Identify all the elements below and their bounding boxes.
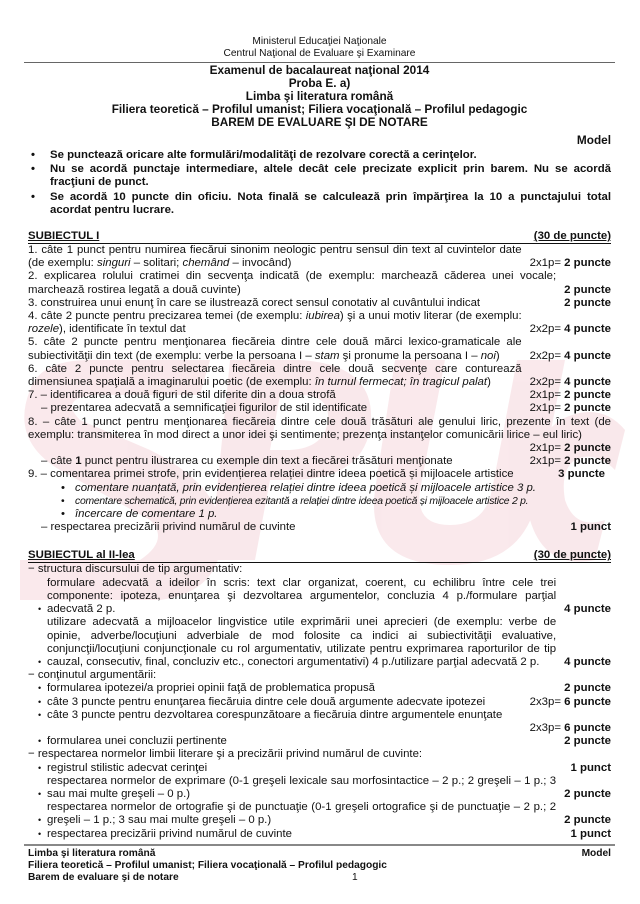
center-name: Centrul Naţional de Evaluare şi Examinare bbox=[223, 48, 416, 59]
item-text: • câte 3 puncte pentru enunţarea fiecăruia dintre cele două argumente adecvate ipotezei bbox=[47, 695, 486, 708]
item-score bbox=[522, 257, 611, 270]
score-calc: 2x2p= bbox=[529, 349, 561, 362]
score-value: 2 puncte bbox=[564, 296, 611, 309]
score-value: 2 puncte bbox=[564, 814, 611, 827]
model-label: Model bbox=[576, 133, 611, 147]
criterion-item bbox=[47, 682, 611, 695]
section-header-subiectul-1 bbox=[28, 230, 611, 244]
score-value: 6 puncte bbox=[564, 721, 611, 734]
section-title: SUBIECTUL al II-lea bbox=[28, 549, 135, 562]
item-text: – câte bbox=[41, 455, 76, 468]
item-text: 8. – câte 1 punct pentru menţionarea fiecăreia dintre cele două trăsături ale genului liric, prezente în text (de exemplu: transmiterea în mod direct a unor idei şi sentimente; prezenţa instanţelor comunicării lirice – eul liric) bbox=[28, 415, 611, 441]
score-value: 2 puncte bbox=[564, 735, 611, 748]
ministry-name: Ministerul Educaţiei Naţionale bbox=[252, 36, 387, 47]
criterion-item bbox=[47, 762, 611, 775]
score-value: 2 puncte bbox=[564, 283, 611, 296]
item-text: • câte 3 puncte pentru dezvoltarea corespunzătoare a fiecăruia dintre argumentele enunţate bbox=[47, 708, 503, 721]
item-8 bbox=[28, 416, 611, 469]
score-calc: 2x1p= bbox=[529, 389, 561, 402]
section-header-subiectul-2 bbox=[28, 549, 611, 563]
section-points: (30 de puncte) bbox=[533, 230, 611, 243]
norms-block bbox=[28, 748, 611, 840]
criterion-item bbox=[47, 577, 611, 617]
item-text: 5. câte 2 puncte pentru menţionarea fiecăreia dintre cele două mărci lexico-gramaticale ale subiectivităţii din text (de exemplu: verbe la persoana I – bbox=[28, 336, 522, 362]
score-value: 2 puncte bbox=[564, 455, 611, 468]
score-calc: 2x1p= bbox=[529, 442, 561, 455]
scoring-level: • comentare nuanțată, prin evidențierea relației dintre ideea poetică și mijloacele artistice 3 p. bbox=[75, 482, 611, 495]
score-value: 4 puncte bbox=[564, 603, 611, 616]
item-text-bold: 1 bbox=[75, 455, 82, 468]
example-word: singuri bbox=[97, 257, 131, 270]
barem-title: BAREM DE EVALUARE ŞI DE NOTARE bbox=[211, 115, 428, 129]
score-value: 2 puncte bbox=[564, 402, 611, 415]
structure-block bbox=[28, 563, 611, 669]
score-calc: 2x2p= bbox=[529, 323, 561, 336]
item-6 bbox=[28, 363, 611, 389]
criterion-item bbox=[47, 801, 611, 827]
score-value: 1 punct bbox=[570, 761, 611, 774]
criterion-heading: − respectarea normelor limbii literare şi a precizării privind numărul de cuvinte: bbox=[28, 748, 423, 761]
score-value: 2 puncte bbox=[564, 389, 611, 402]
criterion-item bbox=[47, 696, 611, 709]
item-text: 3. construirea unui enunţ în care se ilustrează corect sensul conotativ al cuvântului indicat bbox=[28, 296, 481, 309]
score-value: 1 punct bbox=[570, 827, 611, 840]
item-text: • formulare adecvată a ideilor în scris: text clar organizat, coerent, cu echilibru între cele trei componente: ipoteza, enunţarea şi dezvoltarea argumentelor, concluzia 4 p./formulare parţial adecvată 2 p. bbox=[47, 576, 557, 616]
item-9 bbox=[28, 468, 611, 534]
item-text: ), identificate în textul dat bbox=[59, 323, 186, 336]
item-text: 4. câte 2 puncte pentru precizarea temei (de exemplu: bbox=[28, 310, 306, 323]
item-1 bbox=[28, 244, 611, 270]
general-rule: • Nu se acordă punctaje intermediare, altele decât cele precizate explicit prin barem. Nu se acordă fracţiuni de punct. bbox=[28, 163, 611, 189]
proba-title: Proba E. a) bbox=[288, 76, 351, 90]
scoring-level: • încercare de comentare 1 p. bbox=[75, 508, 611, 521]
item-text: • respectarea precizării privind numărul de cuvinte bbox=[47, 827, 293, 840]
criterion-item bbox=[47, 616, 611, 669]
score-calc: 2x1p= bbox=[529, 402, 561, 415]
item-4 bbox=[28, 310, 611, 336]
scoring-level: • comentare schematică, prin evidențierea ezitantă a relației dintre ideea poetică și mijloacele artistice 2 p. bbox=[75, 495, 611, 508]
item-text: punct pentru ilustrarea cu exemple din text a fiecărei trăsături menţionate bbox=[81, 455, 453, 468]
example-word: iubirea bbox=[305, 310, 340, 323]
page-footer bbox=[28, 848, 611, 884]
item-3 bbox=[28, 297, 611, 310]
score-calc: 2x3p= bbox=[529, 695, 561, 708]
section-title: SUBIECTUL I bbox=[28, 230, 100, 243]
criterion-item bbox=[47, 709, 611, 735]
subject-title: Limba şi literatura română bbox=[245, 89, 394, 103]
example-word: în turnul fermecat; în tragicul palat bbox=[314, 376, 488, 389]
score-value: 4 puncte bbox=[564, 349, 611, 362]
score-value: 4 puncte bbox=[564, 655, 611, 668]
item-text: • respectarea normelor de exprimare (0-1 greşeli lexicale sau morfosintactice – 2 p.; 2 greşeli – 1 p.; 3 sau mai multe greşeli – 0 p.) bbox=[47, 774, 557, 800]
score-value: 2 puncte bbox=[564, 442, 611, 455]
item-2 bbox=[28, 270, 611, 296]
footer-divider bbox=[24, 844, 615, 846]
score-value: 6 puncte bbox=[564, 695, 611, 708]
item-text: – prezentarea adecvată a semnificaţiei figurilor de stil identificate bbox=[41, 402, 368, 415]
general-rule: • Se acordă 10 puncte din oficiu. Nota finală se calculează prin împărţirea la 10 a punctajului total acordat pentru lucrare. bbox=[28, 191, 611, 217]
item-text: • utilizare adecvată a mijloacelor lingvistice utile exprimării unei aprecieri (de exemplu: verbe de opinie, adverbe/locuţiuni adverbiale de mod folosite ca indici ai subiectivităţii evaluative, conjuncţii/locuţiuni conjuncţionale cu rol argumentativ, utilizate pentru exprimarea raporturilor de tip cauzal, consecutiv, final, concluziv etc., conectori argumentativi) 4 p./utilizare parţial adecvată 2 p. bbox=[47, 616, 557, 668]
section-points: (30 de puncte) bbox=[533, 549, 611, 562]
item-text: – invocând) bbox=[229, 257, 292, 270]
item-7 bbox=[28, 389, 611, 415]
criterion-heading: − conţinutul argumentării: bbox=[28, 669, 157, 682]
footer-subject: Limba şi literatura română bbox=[28, 847, 156, 859]
item-text: • registrul stilistic adecvat cerinţei bbox=[47, 761, 208, 774]
item-5 bbox=[28, 336, 611, 362]
general-rule: • Se punctează oricare alte formulări/modalităţi de rezolvare corectă a cerinţelor. bbox=[28, 149, 611, 162]
item-text: 1. câte 1 punct pentru numirea fiecărui sinonim neologic pentru sensul din text al cuvintelor date (de exemplu: bbox=[28, 244, 522, 270]
page-number: 1 bbox=[352, 871, 358, 883]
item-text: şi pronume la persoana I – bbox=[339, 349, 481, 362]
footer-filiera: Filiera teoretică – Profilul umanist; Filiera vocaţională – Profilul pedagogic bbox=[28, 859, 387, 871]
criterion-item bbox=[47, 735, 611, 748]
criterion-item bbox=[47, 775, 611, 801]
item-text: • formularea unei concluzii pertinente bbox=[47, 735, 227, 748]
score-calc: 2x1p= bbox=[529, 257, 561, 270]
example-word: stam bbox=[314, 349, 340, 362]
item-text: • formularea ipotezei/a propriei opinii faţă de problematica propusă bbox=[47, 682, 375, 695]
exam-title: Examenul de bacalaureat naţional 2014 bbox=[209, 63, 430, 77]
score-value: 2 puncte bbox=[564, 682, 611, 695]
score-calc: 2x1p= bbox=[529, 455, 561, 468]
criterion-heading: − structura discursului de tip argumentativ: bbox=[28, 563, 243, 576]
score-value: 2 puncte bbox=[564, 787, 611, 800]
item-text: ) şi a unui motiv literar (de exemplu: bbox=[339, 310, 522, 323]
item-text: 6. câte 2 puncte pentru selectarea fiecăreia dintre cele două secvenţe care conturează dimensiunea spaţială a imaginarului poetic (de exemplu: bbox=[28, 362, 522, 389]
example-word: chemând bbox=[182, 257, 230, 270]
criterion-item bbox=[47, 828, 611, 841]
score-value: 2 puncte bbox=[564, 257, 611, 270]
item-text: 9. – comentarea primei strofe, prin evidențierea relației dintre ideea poetică și mijloacele artistice bbox=[28, 468, 514, 481]
example-word: noi bbox=[480, 349, 496, 362]
score-calc: 2x2p= bbox=[529, 376, 561, 389]
item-text: 7. – identificarea a două figuri de stil diferite din a doua strofă bbox=[28, 389, 336, 402]
item-text: ) bbox=[487, 376, 491, 389]
footer-barem: Barem de evaluare şi de notare bbox=[28, 871, 179, 883]
item-text: – respectarea precizării privind numărul de cuvinte bbox=[41, 521, 296, 534]
score-calc: 2x3p= bbox=[529, 721, 561, 734]
item-text: – solitari; bbox=[130, 257, 183, 270]
issuer-block bbox=[28, 36, 611, 60]
example-word: rozele bbox=[28, 323, 60, 336]
document-page bbox=[28, 0, 611, 884]
score-value: 3 puncte bbox=[558, 468, 605, 481]
score-value: 1 punct bbox=[570, 521, 611, 534]
filiera-title: Filiera teoretică – Profilul umanist; Filiera vocaţională – Profilul pedagogic bbox=[111, 102, 528, 116]
general-rules-list bbox=[28, 149, 611, 217]
footer-model-label: Model bbox=[581, 847, 611, 859]
score-value: 4 puncte bbox=[564, 323, 611, 336]
content-block bbox=[28, 669, 611, 748]
item-text: 2. explicarea rolului cratimei din secvenţa indicată (de exemplu: marchează căderea unei vocale; marchează rostirea legată a două cuvinte) bbox=[28, 270, 557, 296]
item-text: ) bbox=[495, 349, 500, 362]
item-text: • respectarea normelor de ortografie şi de punctuaţie (0-1 greşeli ortografice şi de punctuaţie – 2 p.; 2 greşeli – 1 p.; 3 sau mai multe greşeli – 0 p.) bbox=[47, 801, 557, 827]
score-value: 4 puncte bbox=[564, 376, 611, 389]
